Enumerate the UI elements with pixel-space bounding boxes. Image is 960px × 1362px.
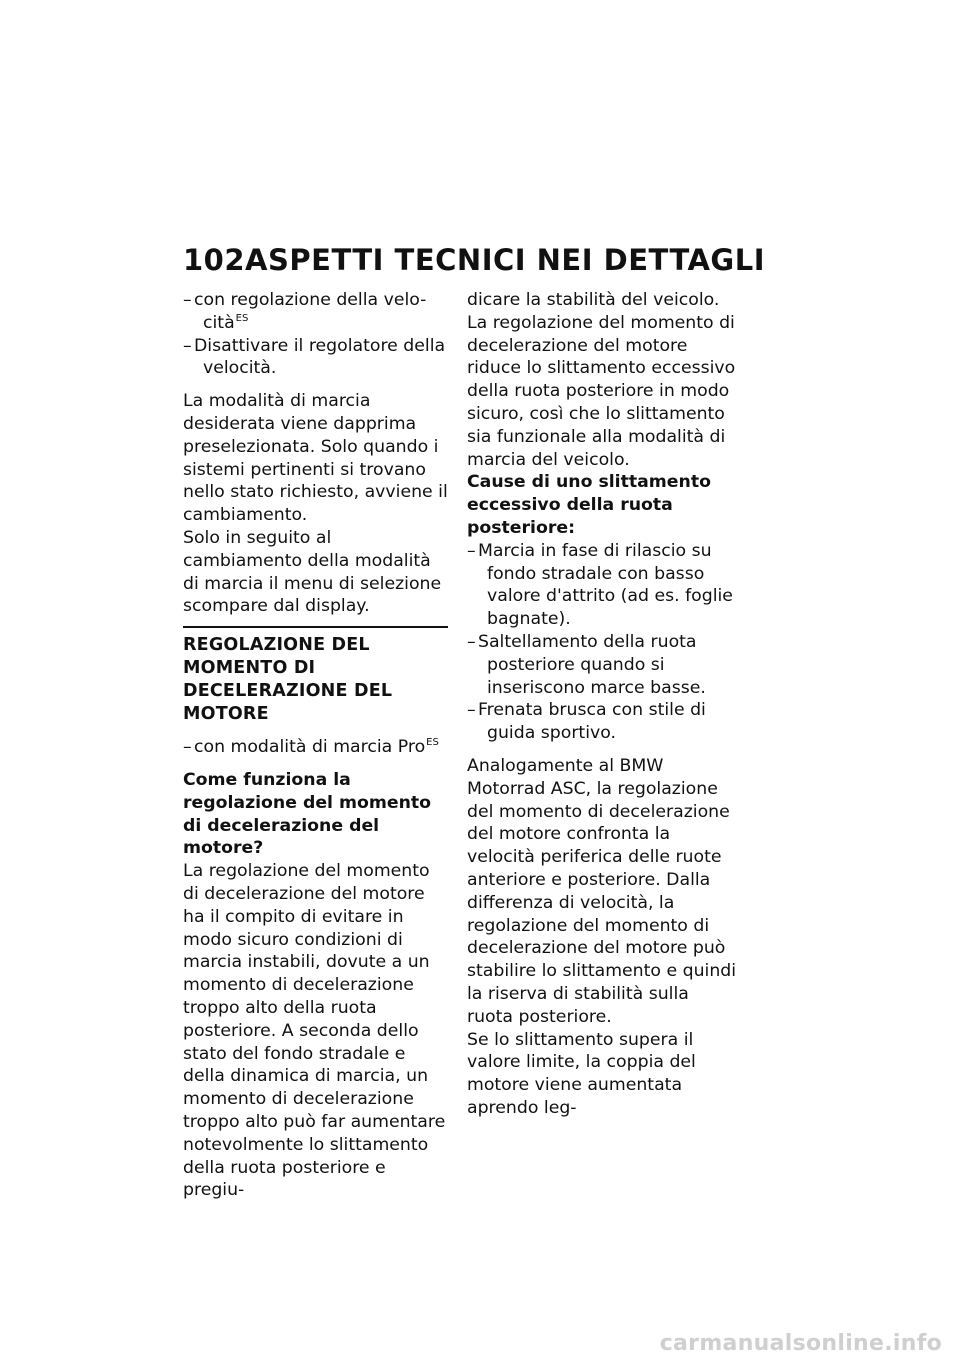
watermark: carmanualsonline.info xyxy=(659,1331,942,1356)
paragraph: La modalità di marcia desiderata viene dapprima preselezionata. Solo quando i sistemi pertinenti si trovano nello stato richiesto, avviene il cambiamento. xyxy=(183,391,448,526)
bullet-dash: – xyxy=(467,631,476,652)
right-column xyxy=(467,289,740,1120)
list-item: – Frenata brusca con stile di guida sportivo. xyxy=(467,700,706,744)
bullet-dash: – xyxy=(183,290,192,310)
subheading: Come funziona la regolazione del momento di decelerazione del motore? xyxy=(183,769,432,859)
es-superscript: ES xyxy=(426,737,439,749)
bullet-dash: – xyxy=(183,737,192,758)
paragraph: Solo in seguito al cambiamento della modalità di marcia il menu di selezione scompare dal display. xyxy=(183,527,442,617)
page-title: ASPETTI TECNICI NEI DETTAGLI xyxy=(245,243,766,277)
bullet-dash: – xyxy=(183,335,192,356)
subheading: Cause di uno slittamento eccessivo della ruota posteriore: xyxy=(467,472,711,538)
left-column xyxy=(183,289,448,1202)
paragraph: Se lo slittamento supera il valore limite, la coppia del motore viene aumentata aprendo leg- xyxy=(467,1029,696,1118)
bullet-dash: – xyxy=(467,700,476,721)
paragraph: La regolazione del momento di decelerazione del motore ha il compito di evitare in modo sicuro condizioni di marcia instabili, dovute a un momento di decelerazione troppo alto della ruota posteriore. A seconda dello stato del fondo stradale e della dinamica di marcia, un momento di decelerazione troppo alto può far aumentare notevolmente lo slittamento della ruota posteriore e pregiu- xyxy=(183,861,446,1201)
list-item: – Disattivare il regolatore della velocità. xyxy=(183,335,446,379)
es-superscript: ES xyxy=(235,312,249,324)
list-item: – con modalità di marcia Pro$^{ES}$ xyxy=(183,737,439,758)
page-number: 102 xyxy=(183,243,246,277)
paragraph: Analogamente al BMW Motorrad ASC, la regolazione del momento di decelerazione del motore confronta la velocità periferica delle ruote anteriore e posteriore. Dalla differenza di velocità, la regolazione del momento di decelerazione del motore può stabilire lo slittamento e quindi la riserva di stabilità sulla ruota posteriore. xyxy=(467,755,737,1027)
section-divider xyxy=(183,626,448,628)
list-item: – Marcia in fase di rilascio su fondo stradale con basso valore d'attrito (ad es. foglie bagnate). xyxy=(467,540,733,630)
section-title: REGOLAZIONE DEL MOMENTO DI DECELERAZIONE DEL MOTORE xyxy=(183,635,393,725)
paragraph: dicare la stabilità del veicolo. xyxy=(467,290,720,310)
list-item: – con regolazione della velo-cità$^{ES}$ xyxy=(183,290,427,333)
list-item: – Saltellamento della ruota posteriore quando si inseriscono marce basse. xyxy=(467,631,706,698)
paragraph: La regolazione del momento di decelerazione del motore riduce lo slittamento eccessivo della ruota posteriore in modo sicuro, così che lo slittamento sia funzionale alla modalità di marcia del veicolo. xyxy=(467,312,736,470)
page-header xyxy=(183,240,766,280)
bullet-dash: – xyxy=(467,540,476,561)
